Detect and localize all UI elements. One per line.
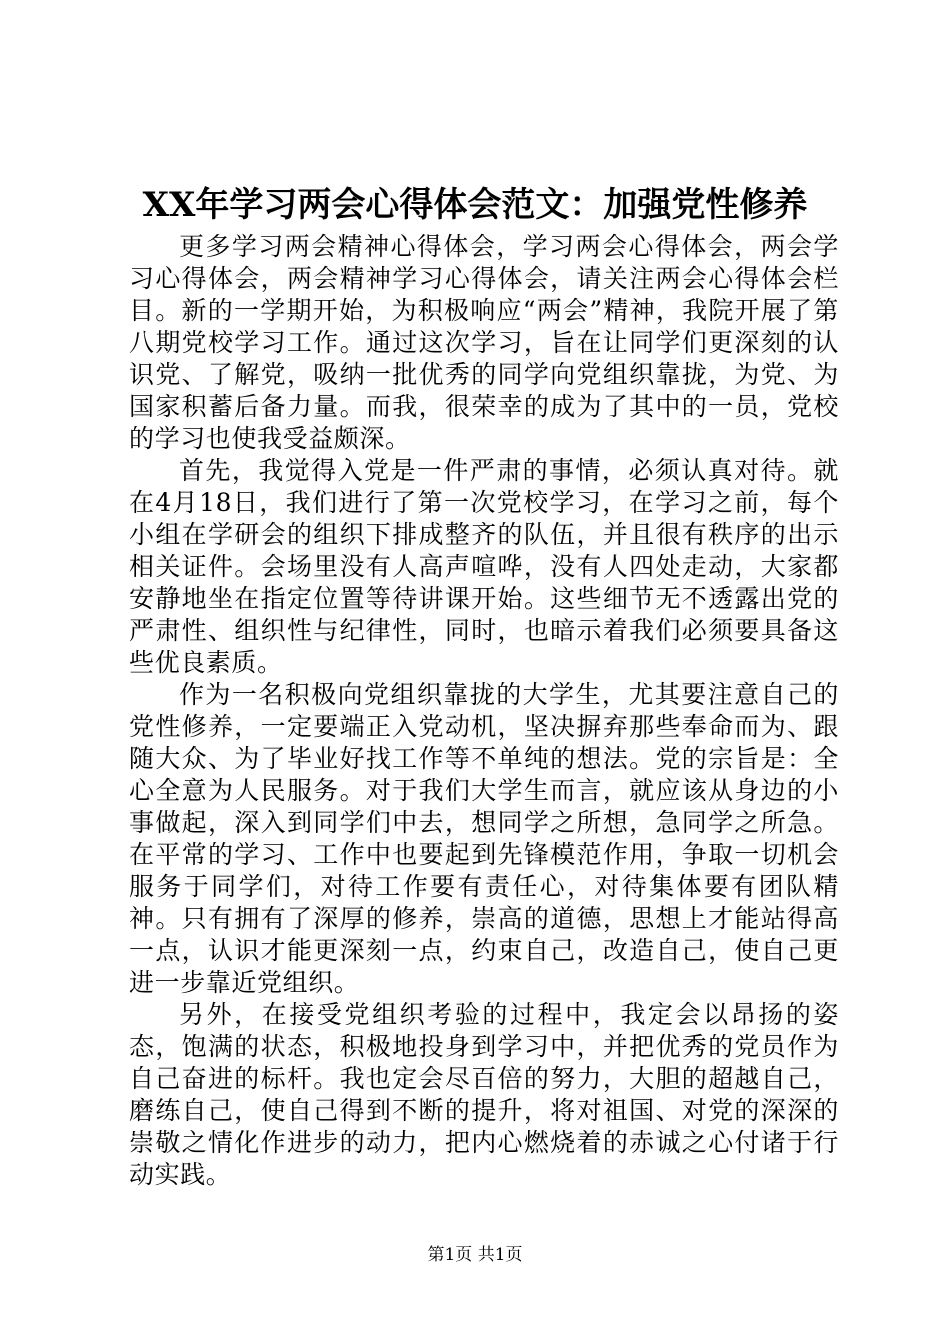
paragraph-3: 作为一名积极向党组织靠拢的大学生，尤其要注意自己的党性修养，一定要端正入党动机，坚决摒弃那些奉命而为、跟随大众、为了毕业好找工作等不单纯的想法。党的宗旨是：全心全意为人民服务。对于我们大学生而言，就应该从身边的小事做起，深入到同学们中去，想同学之所想，急同学之所急。在平常的学习、工作中也要起到先锋模范作用，争取一切机会服务于同学们，对待工作要有责任心，对待集体要有团队精神。只有拥有了深厚的修养，崇高的道德，思想上才能站得高一点，认识才能更深刻一点，约束自己，改造自己，使自己更进一步靠近党组织。 <box>129 680 839 997</box>
paragraph-1: 更多学习两会精神心得体会，学习两会心得体会，两会学习心得体会，两会精神学习心得体会，请关注两会心得体会栏目。新的一学期开始，为积极响应“两会”精神，我院开展了第八期党校学习工作。通过这次学习，旨在让同学们更深刻的认识党、了解党，吸纳一批优秀的同学向党组织靠拢，为党、为国家积蓄后备力量。而我，很荣幸的成为了其中的一员，党校的学习也使我受益颇深。 <box>129 232 839 453</box>
paragraph-4: 另外，在接受党组织考验的过程中，我定会以昂扬的姿态，饱满的状态，积极地投身到学习中，并把优秀的党员作为自己奋进的标杆。我也定会尽百倍的努力，大胆的超越自己，磨练自己，使自己得到不断的提升，将对祖国、对党的深深的崇敬之情化作进步的动力，把内心燃烧着的赤诚之心付诸于行动实践。 <box>129 1000 839 1189</box>
page-number-footer: 第1页 共1页 <box>427 1245 523 1265</box>
paragraph-2: 首先，我觉得入党是一件严肃的事情，必须认真对待。就在4月18日，我们进行了第一次党校学习，在学习之前，每个小组在学研会的组织下排成整齐的队伍，并且很有秩序的出示相关证件。会场里没有人高声喧哗，没有人四处走动，大家都安静地坐在指定位置等待讲课开始。这些细节无不透露出党的严肃性、组织性与纪律性，同时，也暗示着我们必须要具备这些优良素质。 <box>129 456 839 677</box>
document-title: XX年学习两会心得体会范文：加强党性修养 <box>142 185 808 225</box>
document-body <box>129 231 839 1191</box>
